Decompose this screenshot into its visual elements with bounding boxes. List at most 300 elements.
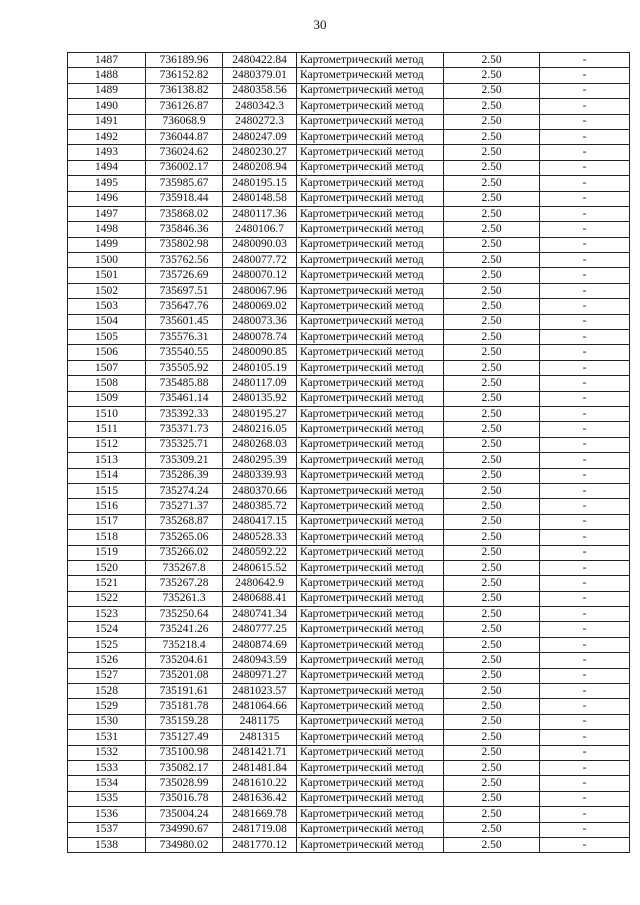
- table-row: [68, 468, 630, 483]
- table-row: [68, 376, 630, 391]
- x-coordinate-cell: 735127.49: [146, 730, 223, 745]
- x-coordinate-cell: 736068.9: [146, 114, 223, 129]
- method-cell: Картометрический метод: [297, 330, 444, 345]
- method-cell: Картометрический метод: [297, 530, 444, 545]
- description-cell: -: [540, 437, 630, 452]
- point-number-cell: 1508: [68, 376, 146, 391]
- method-cell: Картометрический метод: [297, 129, 444, 144]
- description-cell: -: [540, 545, 630, 560]
- accuracy-cell: 2.50: [444, 560, 540, 575]
- accuracy-cell: 2.50: [444, 576, 540, 591]
- accuracy-cell: 2.50: [444, 253, 540, 268]
- method-cell: Картометрический метод: [297, 176, 444, 191]
- method-cell: Картометрический метод: [297, 545, 444, 560]
- accuracy-cell: 2.50: [444, 268, 540, 283]
- y-coordinate-cell: 2480777.25: [223, 622, 297, 637]
- table-row: [68, 622, 630, 637]
- y-coordinate-cell: 2481610.22: [223, 776, 297, 791]
- y-coordinate-cell: 2480247.09: [223, 129, 297, 144]
- method-cell: Картометрический метод: [297, 68, 444, 83]
- x-coordinate-cell: 735726.69: [146, 268, 223, 283]
- method-cell: Картометрический метод: [297, 406, 444, 421]
- x-coordinate-cell: 735392.33: [146, 406, 223, 421]
- method-cell: Картометрический метод: [297, 468, 444, 483]
- method-cell: Картометрический метод: [297, 345, 444, 360]
- x-coordinate-cell: 735286.39: [146, 468, 223, 483]
- x-coordinate-cell: 735576.31: [146, 330, 223, 345]
- description-cell: -: [540, 483, 630, 498]
- y-coordinate-cell: 2480342.3: [223, 99, 297, 114]
- method-cell: Картометрический метод: [297, 591, 444, 606]
- method-cell: Картометрический метод: [297, 268, 444, 283]
- description-cell: -: [540, 99, 630, 114]
- method-cell: Картометрический метод: [297, 360, 444, 375]
- y-coordinate-cell: 2480105.19: [223, 360, 297, 375]
- point-number-cell: 1510: [68, 406, 146, 421]
- method-cell: Картометрический метод: [297, 53, 444, 68]
- y-coordinate-cell: 2480135.92: [223, 391, 297, 406]
- point-number-cell: 1493: [68, 145, 146, 160]
- method-cell: Картометрический метод: [297, 560, 444, 575]
- y-coordinate-cell: 2480067.96: [223, 283, 297, 298]
- y-coordinate-cell: 2480216.05: [223, 422, 297, 437]
- accuracy-cell: 2.50: [444, 145, 540, 160]
- accuracy-cell: 2.50: [444, 668, 540, 683]
- method-cell: Картометрический метод: [297, 607, 444, 622]
- accuracy-cell: 2.50: [444, 330, 540, 345]
- accuracy-cell: 2.50: [444, 653, 540, 668]
- table-row: [68, 176, 630, 191]
- table-row: [68, 145, 630, 160]
- y-coordinate-cell: 2481023.57: [223, 684, 297, 699]
- y-coordinate-cell: 2480272.3: [223, 114, 297, 129]
- table-row: [68, 791, 630, 806]
- method-cell: Картометрический метод: [297, 668, 444, 683]
- method-cell: Картометрический метод: [297, 576, 444, 591]
- point-number-cell: 1506: [68, 345, 146, 360]
- description-cell: -: [540, 114, 630, 129]
- x-coordinate-cell: 735250.64: [146, 607, 223, 622]
- table-row: [68, 237, 630, 252]
- point-number-cell: 1502: [68, 283, 146, 298]
- table-row: [68, 760, 630, 775]
- accuracy-cell: 2.50: [444, 514, 540, 529]
- accuracy-cell: 2.50: [444, 760, 540, 775]
- y-coordinate-cell: 2481481.84: [223, 760, 297, 775]
- point-number-cell: 1538: [68, 837, 146, 852]
- y-coordinate-cell: 2480422.84: [223, 53, 297, 68]
- x-coordinate-cell: 735267.8: [146, 560, 223, 575]
- accuracy-cell: 2.50: [444, 499, 540, 514]
- table-row: [68, 483, 630, 498]
- description-cell: -: [540, 129, 630, 144]
- accuracy-cell: 2.50: [444, 699, 540, 714]
- x-coordinate-cell: 735016.78: [146, 791, 223, 806]
- description-cell: -: [540, 714, 630, 729]
- description-cell: -: [540, 607, 630, 622]
- accuracy-cell: 2.50: [444, 807, 540, 822]
- table-row: [68, 576, 630, 591]
- table-row: [68, 560, 630, 575]
- table-row: [68, 222, 630, 237]
- accuracy-cell: 2.50: [444, 483, 540, 498]
- y-coordinate-cell: 2480874.69: [223, 637, 297, 652]
- table-row: [68, 406, 630, 421]
- method-cell: Картометрический метод: [297, 684, 444, 699]
- y-coordinate-cell: 2481421.71: [223, 745, 297, 760]
- accuracy-cell: 2.50: [444, 591, 540, 606]
- method-cell: Картометрический метод: [297, 760, 444, 775]
- point-number-cell: 1489: [68, 83, 146, 98]
- x-coordinate-cell: 735218.4: [146, 637, 223, 652]
- point-number-cell: 1525: [68, 637, 146, 652]
- x-coordinate-cell: 735204.61: [146, 653, 223, 668]
- description-cell: -: [540, 791, 630, 806]
- x-coordinate-cell: 735505.92: [146, 360, 223, 375]
- point-number-cell: 1522: [68, 591, 146, 606]
- y-coordinate-cell: 2480073.36: [223, 314, 297, 329]
- method-cell: Картометрический метод: [297, 791, 444, 806]
- accuracy-cell: 2.50: [444, 376, 540, 391]
- y-coordinate-cell: 2480379.01: [223, 68, 297, 83]
- table-row: [68, 822, 630, 837]
- method-cell: Картометрический метод: [297, 483, 444, 498]
- x-coordinate-cell: 735004.24: [146, 807, 223, 822]
- method-cell: Картометрический метод: [297, 730, 444, 745]
- accuracy-cell: 2.50: [444, 684, 540, 699]
- x-coordinate-cell: 735271.37: [146, 499, 223, 514]
- method-cell: Картометрический метод: [297, 453, 444, 468]
- point-number-cell: 1513: [68, 453, 146, 468]
- y-coordinate-cell: 2480268.03: [223, 437, 297, 452]
- x-coordinate-cell: 735868.02: [146, 206, 223, 221]
- point-number-cell: 1509: [68, 391, 146, 406]
- description-cell: -: [540, 191, 630, 206]
- description-cell: -: [540, 453, 630, 468]
- table-row: [68, 422, 630, 437]
- method-cell: Картометрический метод: [297, 83, 444, 98]
- y-coordinate-cell: 2481315: [223, 730, 297, 745]
- point-number-cell: 1498: [68, 222, 146, 237]
- description-cell: -: [540, 299, 630, 314]
- x-coordinate-cell: 735267.28: [146, 576, 223, 591]
- method-cell: Картометрический метод: [297, 776, 444, 791]
- point-number-cell: 1492: [68, 129, 146, 144]
- point-number-cell: 1507: [68, 360, 146, 375]
- accuracy-cell: 2.50: [444, 607, 540, 622]
- accuracy-cell: 2.50: [444, 745, 540, 760]
- table-row: [68, 330, 630, 345]
- description-cell: -: [540, 591, 630, 606]
- table-row: [68, 545, 630, 560]
- x-coordinate-cell: 735325.71: [146, 437, 223, 452]
- description-cell: -: [540, 776, 630, 791]
- point-number-cell: 1519: [68, 545, 146, 560]
- y-coordinate-cell: 2480295.39: [223, 453, 297, 468]
- point-number-cell: 1535: [68, 791, 146, 806]
- x-coordinate-cell: 735540.55: [146, 345, 223, 360]
- y-coordinate-cell: 2480106.7: [223, 222, 297, 237]
- description-cell: -: [540, 314, 630, 329]
- description-cell: -: [540, 391, 630, 406]
- x-coordinate-cell: 735762.56: [146, 253, 223, 268]
- x-coordinate-cell: 735082.17: [146, 760, 223, 775]
- point-number-cell: 1515: [68, 483, 146, 498]
- y-coordinate-cell: 2480208.94: [223, 160, 297, 175]
- x-coordinate-cell: 735846.36: [146, 222, 223, 237]
- y-coordinate-cell: 2480615.52: [223, 560, 297, 575]
- description-cell: -: [540, 68, 630, 83]
- description-cell: -: [540, 160, 630, 175]
- accuracy-cell: 2.50: [444, 114, 540, 129]
- point-number-cell: 1499: [68, 237, 146, 252]
- y-coordinate-cell: 2480943.59: [223, 653, 297, 668]
- x-coordinate-cell: 736189.96: [146, 53, 223, 68]
- point-number-cell: 1533: [68, 760, 146, 775]
- accuracy-cell: 2.50: [444, 83, 540, 98]
- x-coordinate-cell: 735181.78: [146, 699, 223, 714]
- method-cell: Картометрический метод: [297, 422, 444, 437]
- accuracy-cell: 2.50: [444, 837, 540, 852]
- y-coordinate-cell: 2480370.66: [223, 483, 297, 498]
- point-number-cell: 1520: [68, 560, 146, 575]
- method-cell: Картометрический метод: [297, 145, 444, 160]
- accuracy-cell: 2.50: [444, 791, 540, 806]
- y-coordinate-cell: 2480069.02: [223, 299, 297, 314]
- description-cell: -: [540, 837, 630, 852]
- table-row: [68, 514, 630, 529]
- table-row: [68, 837, 630, 852]
- y-coordinate-cell: 2480741.34: [223, 607, 297, 622]
- accuracy-cell: 2.50: [444, 53, 540, 68]
- y-coordinate-cell: 2480090.03: [223, 237, 297, 252]
- table-row: [68, 684, 630, 699]
- method-cell: Картометрический метод: [297, 114, 444, 129]
- table-row: [68, 391, 630, 406]
- x-coordinate-cell: 735261.3: [146, 591, 223, 606]
- y-coordinate-cell: 2480195.27: [223, 406, 297, 421]
- x-coordinate-cell: 735028.99: [146, 776, 223, 791]
- description-cell: -: [540, 360, 630, 375]
- x-coordinate-cell: 735461.14: [146, 391, 223, 406]
- table-row: [68, 314, 630, 329]
- description-cell: -: [540, 268, 630, 283]
- table-row: [68, 745, 630, 760]
- accuracy-cell: 2.50: [444, 453, 540, 468]
- accuracy-cell: 2.50: [444, 468, 540, 483]
- accuracy-cell: 2.50: [444, 191, 540, 206]
- accuracy-cell: 2.50: [444, 68, 540, 83]
- method-cell: Картометрический метод: [297, 253, 444, 268]
- x-coordinate-cell: 735697.51: [146, 283, 223, 298]
- method-cell: Картометрический метод: [297, 699, 444, 714]
- table-row: [68, 499, 630, 514]
- table-row: [68, 591, 630, 606]
- accuracy-cell: 2.50: [444, 99, 540, 114]
- y-coordinate-cell: 2480688.41: [223, 591, 297, 606]
- method-cell: Картометрический метод: [297, 191, 444, 206]
- x-coordinate-cell: 735985.67: [146, 176, 223, 191]
- method-cell: Картометрический метод: [297, 222, 444, 237]
- method-cell: Картометрический метод: [297, 299, 444, 314]
- accuracy-cell: 2.50: [444, 206, 540, 221]
- method-cell: Картометрический метод: [297, 283, 444, 298]
- description-cell: -: [540, 330, 630, 345]
- table-row: [68, 437, 630, 452]
- y-coordinate-cell: 2480528.33: [223, 530, 297, 545]
- method-cell: Картометрический метод: [297, 622, 444, 637]
- table-row: [68, 453, 630, 468]
- description-cell: -: [540, 745, 630, 760]
- description-cell: -: [540, 176, 630, 191]
- description-cell: -: [540, 206, 630, 221]
- point-number-cell: 1501: [68, 268, 146, 283]
- y-coordinate-cell: 2480230.27: [223, 145, 297, 160]
- accuracy-cell: 2.50: [444, 637, 540, 652]
- accuracy-cell: 2.50: [444, 129, 540, 144]
- y-coordinate-cell: 2480195.15: [223, 176, 297, 191]
- method-cell: Картометрический метод: [297, 437, 444, 452]
- accuracy-cell: 2.50: [444, 422, 540, 437]
- y-coordinate-cell: 2480971.27: [223, 668, 297, 683]
- description-cell: -: [540, 499, 630, 514]
- point-number-cell: 1496: [68, 191, 146, 206]
- point-number-cell: 1534: [68, 776, 146, 791]
- table-row: [68, 114, 630, 129]
- y-coordinate-cell: 2481770.12: [223, 837, 297, 852]
- description-cell: -: [540, 684, 630, 699]
- x-coordinate-cell: 735274.24: [146, 483, 223, 498]
- method-cell: Картометрический метод: [297, 237, 444, 252]
- coordinates-table-body: [68, 53, 630, 853]
- accuracy-cell: 2.50: [444, 545, 540, 560]
- description-cell: -: [540, 699, 630, 714]
- method-cell: Картометрический метод: [297, 714, 444, 729]
- accuracy-cell: 2.50: [444, 730, 540, 745]
- x-coordinate-cell: 735265.06: [146, 530, 223, 545]
- table-row: [68, 253, 630, 268]
- x-coordinate-cell: 735371.73: [146, 422, 223, 437]
- y-coordinate-cell: 2480078.74: [223, 330, 297, 345]
- method-cell: Картометрический метод: [297, 514, 444, 529]
- table-row: [68, 607, 630, 622]
- x-coordinate-cell: 735309.21: [146, 453, 223, 468]
- x-coordinate-cell: 735802.98: [146, 237, 223, 252]
- y-coordinate-cell: 2480358.56: [223, 83, 297, 98]
- point-number-cell: 1488: [68, 68, 146, 83]
- point-number-cell: 1500: [68, 253, 146, 268]
- description-cell: -: [540, 422, 630, 437]
- description-cell: -: [540, 637, 630, 652]
- point-number-cell: 1512: [68, 437, 146, 452]
- method-cell: Картометрический метод: [297, 745, 444, 760]
- accuracy-cell: 2.50: [444, 714, 540, 729]
- x-coordinate-cell: 736002.17: [146, 160, 223, 175]
- table-row: [68, 637, 630, 652]
- method-cell: Картометрический метод: [297, 653, 444, 668]
- description-cell: -: [540, 668, 630, 683]
- y-coordinate-cell: 2480417.15: [223, 514, 297, 529]
- point-number-cell: 1532: [68, 745, 146, 760]
- table-row: [68, 129, 630, 144]
- y-coordinate-cell: 2481636.42: [223, 791, 297, 806]
- x-coordinate-cell: 735159.28: [146, 714, 223, 729]
- accuracy-cell: 2.50: [444, 237, 540, 252]
- description-cell: -: [540, 222, 630, 237]
- x-coordinate-cell: 735201.08: [146, 668, 223, 683]
- x-coordinate-cell: 735100.98: [146, 745, 223, 760]
- point-number-cell: 1514: [68, 468, 146, 483]
- table-row: [68, 360, 630, 375]
- accuracy-cell: 2.50: [444, 622, 540, 637]
- description-cell: -: [540, 83, 630, 98]
- y-coordinate-cell: 2480148.58: [223, 191, 297, 206]
- y-coordinate-cell: 2480339.93: [223, 468, 297, 483]
- table-row: [68, 714, 630, 729]
- x-coordinate-cell: 735601.45: [146, 314, 223, 329]
- method-cell: Картометрический метод: [297, 807, 444, 822]
- description-cell: -: [540, 253, 630, 268]
- accuracy-cell: 2.50: [444, 160, 540, 175]
- description-cell: -: [540, 468, 630, 483]
- description-cell: -: [540, 283, 630, 298]
- description-cell: -: [540, 560, 630, 575]
- table-row: [68, 191, 630, 206]
- description-cell: -: [540, 514, 630, 529]
- point-number-cell: 1504: [68, 314, 146, 329]
- table-row: [68, 53, 630, 68]
- y-coordinate-cell: 2480385.72: [223, 499, 297, 514]
- point-number-cell: 1536: [68, 807, 146, 822]
- description-cell: -: [540, 145, 630, 160]
- table-row: [68, 160, 630, 175]
- point-number-cell: 1491: [68, 114, 146, 129]
- point-number-cell: 1517: [68, 514, 146, 529]
- accuracy-cell: 2.50: [444, 391, 540, 406]
- point-number-cell: 1523: [68, 607, 146, 622]
- x-coordinate-cell: 736152.82: [146, 68, 223, 83]
- description-cell: -: [540, 53, 630, 68]
- accuracy-cell: 2.50: [444, 406, 540, 421]
- table-row: [68, 699, 630, 714]
- table-row: [68, 268, 630, 283]
- accuracy-cell: 2.50: [444, 822, 540, 837]
- point-number-cell: 1503: [68, 299, 146, 314]
- accuracy-cell: 2.50: [444, 176, 540, 191]
- accuracy-cell: 2.50: [444, 360, 540, 375]
- method-cell: Картометрический метод: [297, 822, 444, 837]
- method-cell: Картометрический метод: [297, 391, 444, 406]
- point-number-cell: 1526: [68, 653, 146, 668]
- table-row: [68, 99, 630, 114]
- point-number-cell: 1494: [68, 160, 146, 175]
- x-coordinate-cell: 734990.67: [146, 822, 223, 837]
- y-coordinate-cell: 2481669.78: [223, 807, 297, 822]
- y-coordinate-cell: 2481719.08: [223, 822, 297, 837]
- x-coordinate-cell: 734980.02: [146, 837, 223, 852]
- accuracy-cell: 2.50: [444, 299, 540, 314]
- description-cell: -: [540, 653, 630, 668]
- y-coordinate-cell: 2480642.9: [223, 576, 297, 591]
- description-cell: -: [540, 237, 630, 252]
- table-row: [68, 283, 630, 298]
- point-number-cell: 1516: [68, 499, 146, 514]
- description-cell: -: [540, 345, 630, 360]
- point-number-cell: 1521: [68, 576, 146, 591]
- point-number-cell: 1518: [68, 530, 146, 545]
- table-row: [68, 730, 630, 745]
- x-coordinate-cell: 735268.87: [146, 514, 223, 529]
